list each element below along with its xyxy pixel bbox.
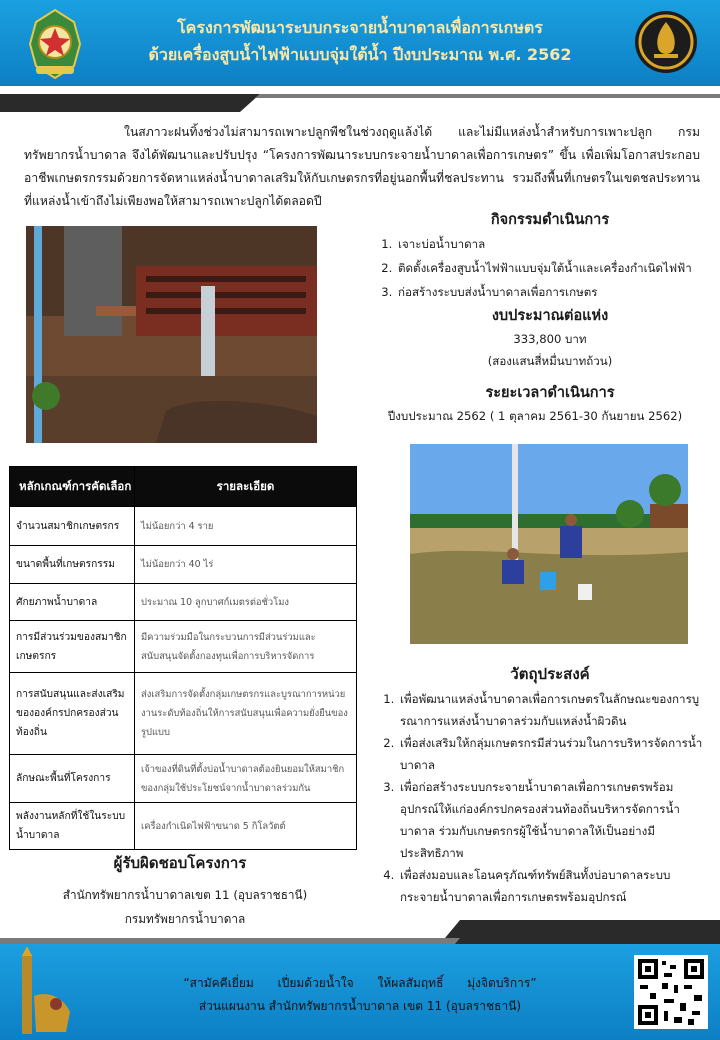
responsible-title: ผู้รับผิดชอบโครงการ [113, 854, 247, 872]
criteria-value: เครื่องกำเนิดไฟฟ้าขนาด 5 กิโลวัตต์ [135, 803, 357, 850]
table-row [10, 507, 357, 546]
table-row [10, 755, 357, 803]
table-row [10, 546, 357, 584]
title-line-2: ด้วยเครื่องสูบน้ำไฟฟ้าแบบจุ่มใต้น้ำ ปีงบประมาณ พ.ศ. 2562 [148, 45, 572, 64]
objective-item: 1. เพื่อพัฒนาแหล่งน้ำบาดาลเพื่อการเกษตรในลักษณะของการบูรณาการแหล่งน้ำบาดาลร่วมกับแหล่งน้ำผิวดิน [398, 688, 704, 732]
period-text: ปีงบประมาณ 2562 ( 1 ตุลาคม 2561-30 กันยายน 2562) [387, 409, 683, 423]
criteria-key: การสนับสนุนและส่งเสริมขององค์กรปกครองส่วนท้องถิ่น [10, 673, 135, 755]
motto-4: มุ่งจิตบริการ” [467, 976, 537, 990]
title-line-1: โครงการพัฒนาระบบกระจายน้ำบาดาลเพื่อการเกษตร [177, 18, 543, 37]
criteria-value: ไม่น้อยกว่า 40 ไร่ [135, 546, 357, 584]
motto-2: เปี่ยมด้วยน้ำใจ [277, 976, 354, 990]
criteria-key: พลังงานหลักที่ใช้ในระบบน้ำบาดาล [10, 803, 135, 850]
table-header-detail: รายละเอียด [135, 467, 357, 507]
criteria-value: ไม่น้อยกว่า 4 ราย [135, 507, 357, 546]
intro-paragraph: ในสภาวะฝนทิ้งช่วงไม่สามารถเพาะปลูกพืชในช่วงฤดูแล้งได้ และไม่มีแหล่งน้ำสำหรับการเพาะปลูก กรมทรัพยากรน้ำบาดาล จึงได้พัฒนาและปรับปรุง “โครงการพัฒนาระบบกระจายน้ำบาดาลเพื่อการเกษตร” ขึ้น เพื่อเพิ่มโอกาสประกอบอาชีพเกษตรกรรมด้วยการจัดหาแหล่งน้ำบาดาลเสริมให้กับเกษตรกรที่อยู่นอกพื้นที่ชลประทาน รวมถึงพื้นที่เกษตรในเขตชลประทานที่แหล่งน้ำเข้าถึงไม่เพียงพอให้สามารถเพาะปลูกได้ตลอดปี [24, 125, 700, 208]
activity-item: 3. ก่อสร้างระบบส่งน้ำบาดาลเพื่อการเกษตร [396, 280, 712, 304]
criteria-key: ลักษณะพื้นที่โครงการ [10, 755, 135, 803]
page-title [110, 14, 610, 68]
activity-item: 1. เจาะบ่อน้ำบาดาล [396, 232, 712, 256]
activities-title: กิจกรรมดำเนินการ [490, 212, 610, 228]
responsible-office: สำนักทรัพยากรน้ำบาดาลเขต 11 (อุบลราชธานี) [62, 888, 308, 902]
objectives-list [384, 688, 704, 908]
objective-item: 2. เพื่อส่งเสริมให้กลุ่มเกษตรกรมีส่วนร่วมในการบริหารจัดการน้ำบาดาล [398, 732, 704, 776]
budget-amount: 333,800 บาท [513, 332, 587, 346]
criteria-table [9, 466, 357, 850]
drilling-photo [26, 226, 317, 443]
footer-office: ส่วนแผนงาน สำนักทรัพยากรน้ำบาดาล เขต 11 (อุบลราชธานี) [198, 999, 522, 1013]
criteria-value: ประมาณ 10 ลูกบาศก์เมตรต่อชั่วโมง [135, 584, 357, 621]
criteria-key: ศักยภาพน้ำบาดาล [10, 584, 135, 621]
objective-item: 3. เพื่อก่อสร้างระบบกระจายน้ำบาดาลเพื่อการเกษตรพร้อมอุปกรณ์ให้แก่องค์กรปกครองส่วนท้องถิ่นบริหารจัดการน้ำบาดาล ร่วมกับเกษตรกรผู้ใช้น้ำบาดาลให้เป็นอย่างมีประสิทธิภาพ [398, 776, 704, 864]
table-header-criteria: หลักเกณฑ์การคัดเลือก [10, 467, 135, 507]
monument-icon [8, 946, 78, 1040]
criteria-key: ขนาดพื้นที่เกษตรกรรม [10, 546, 135, 584]
table-row [10, 673, 357, 755]
criteria-value: มีความร่วมมือในกระบวนการมีส่วนร่วมและสนับสนุนจัดตั้งกองทุนเพื่อการบริหารจัดการ [135, 621, 357, 673]
criteria-value: ส่งเสริมการจัดตั้งกลุ่มเกษตรกรและบูรณาการหน่วยงานระดับท้องถิ่นให้การสนับสนุนเพื่อความยั่งยืนของรูปแบบ [135, 673, 357, 755]
divider-band [0, 94, 720, 112]
objective-item: 4. เพื่อส่งมอบและโอนครุภัณฑ์ทรัพย์สินทั้งบ่อบาดาลระบบกระจายน้ำบาดาลเพื่อการเกษตรพร้อมอุปกรณ์ [398, 864, 704, 908]
department-emblem-left-icon [22, 8, 88, 80]
criteria-value: เจ้าของที่ดินที่ตั้งบ่อน้ำบาดาลต้องยินยอมให้สมาชิกของกลุ่มใช้ประโยชน์จากน้ำบาดาลร่วมกัน [135, 755, 357, 803]
activities-list [382, 232, 712, 304]
motto-1: “สามัคคีเยี่ยม [183, 976, 254, 990]
page-header [0, 0, 720, 86]
responsible-department: กรมทรัพยากรน้ำบาดาล [124, 912, 246, 926]
table-header-row [10, 467, 357, 507]
criteria-key: จำนวนสมาชิกเกษตรกร [10, 507, 135, 546]
field-photo [410, 444, 688, 644]
budget-title: งบประมาณต่อแห่ง [491, 308, 609, 324]
table-row [10, 621, 357, 673]
department-seal-right-icon [634, 10, 698, 74]
footer-motto [110, 973, 610, 993]
motto-3: ให้ผลสัมฤทธิ์ [377, 976, 444, 990]
budget-amount-text: (สองแสนสี่หมื่นบาทถ้วน) [487, 354, 613, 368]
objectives-title: วัตถุประสงค์ [510, 665, 590, 683]
table-row [10, 584, 357, 621]
footer-divider-band [0, 920, 720, 944]
qr-code-icon[interactable] [634, 955, 708, 1029]
period-title: ระยะเวลาดำเนินการ [485, 385, 615, 401]
activity-item: 2. ติดตั้งเครื่องสูบน้ำไฟฟ้าแบบจุ่มใต้น้ำและเครื่องกำเนิดไฟฟ้า [396, 256, 712, 280]
criteria-key: การมีส่วนร่วมของสมาชิกเกษตรกร [10, 621, 135, 673]
table-row [10, 803, 357, 850]
